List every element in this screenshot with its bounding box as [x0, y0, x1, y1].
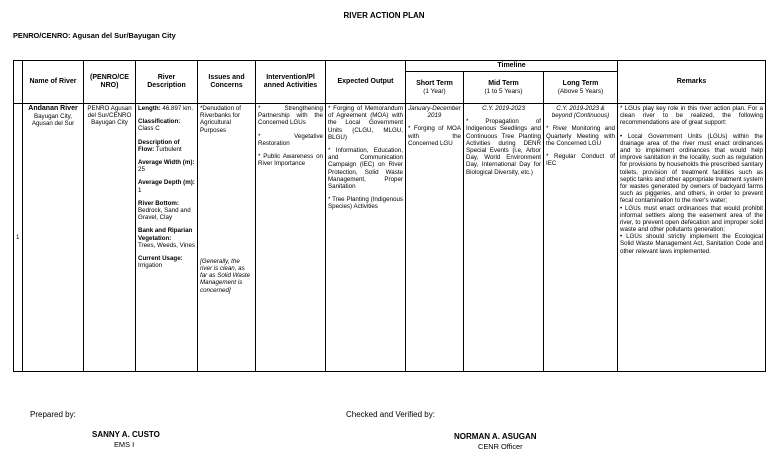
vegetation-label: Bank and Riparian Vegetation: — [138, 227, 193, 242]
header-long-term — [544, 72, 618, 104]
intervention-partnership: * Strengthening Partnership with the Concerned LGUs — [258, 105, 323, 127]
table-row — [14, 104, 766, 372]
river-action-plan-table — [13, 60, 766, 372]
remarks-cell — [618, 104, 766, 372]
header-timeline: Timeline — [406, 61, 618, 72]
mid-term-cell — [464, 104, 544, 372]
document-title: RIVER ACTION PLAN — [343, 11, 425, 20]
prepared-by-position: EMS I — [114, 440, 135, 449]
short-term-activity: * Forging of MOA with the Concerned LGU — [408, 125, 461, 147]
long-term-cell — [544, 104, 618, 372]
issue-denudation: *Denudation of Riverbanks for Agricultural Purposes — [200, 105, 241, 134]
flow-label: Description of Flow: — [138, 138, 180, 153]
row-number-header — [14, 61, 23, 104]
remarks-ordinance-sanitation: • Local Government Units (LGUs) within the drainage area of the river must enact ordinances and to implement ordinances that would help improve sanitation in the locality, such as regulation for provisions by households the prescribed sanitary toilets, provision of treatment facilities such as septic tanks and other appropriate treatment system for wastes generated by owners of backyard farms such as piggeries, and others, in order to prevent fecal contamination to the river's water; — [620, 132, 763, 205]
checked-by-position: CENR Officer — [478, 442, 523, 451]
prepared-by-label: Prepared by: — [30, 410, 76, 419]
long-term-monitoring: * River Monitoring and Quarterly Meeting with the Concerned LGU — [546, 125, 615, 147]
depth-label: Average Depth (m): — [138, 179, 195, 187]
issue-general-note: [Generally, the river is clean, as far as Solid Waste Management is concerned] — [200, 257, 251, 294]
length-label: Length: — [138, 105, 161, 113]
flow-value: Turbulent — [155, 145, 182, 153]
short-term-sub: (1 Year) — [423, 87, 446, 95]
output-moa: * Forging of Memorandum of Agreement (MOA) with the Local Government Units (CLGU, MLGU, BLGU) — [328, 105, 403, 141]
office-line: PENRO/CENRO: Agusan del Sur/Bayugan City — [13, 31, 176, 40]
width-label: Average Width (m): — [138, 159, 195, 167]
penro-cell: PENRO Agusan del Sur/CENRO Bayugan City — [84, 104, 136, 372]
header-short-term — [406, 72, 464, 104]
header-river-description: River Description — [136, 61, 198, 104]
header-penro-cenro: (PENRO/CE NRO) — [84, 61, 136, 104]
vegetation-value: Trees, Weeds, Vines — [138, 241, 195, 249]
bottom-label: River Bottom: — [138, 199, 179, 207]
intervention-cell — [256, 104, 326, 372]
remarks-informal-settlers: • LGUs must enact ordinances that would prohibit informal settlers along the easement area of the river, to prevent open defecation and improper solid waste and other pollutants generation; — [620, 204, 763, 234]
river-name-cell — [23, 104, 84, 372]
short-term-period: January-December 2019 — [408, 105, 461, 120]
issues-cell — [198, 104, 256, 372]
long-term-period: C.Y. 2019-2023 & beyond (Continuous) — [551, 105, 610, 120]
mid-term-activity: * Propagation of Indigenous Seedlings and Continuous Tree Planting Activities during DENR Special Events (i.e, Arbor Day, World Environment Day, International Day for Biological Diversity, etc.) — [466, 118, 541, 176]
long-term-label: Long Term — [562, 79, 599, 87]
depth-value: 1 — [138, 186, 142, 194]
checked-by-label: Checked and Verified by: — [346, 410, 435, 419]
width-value: 25 — [138, 166, 145, 174]
output-tree-planting: * Tree Planting (Indigenous Species) Activities — [328, 196, 403, 211]
long-term-iec: * Regular Conduct of IEC — [546, 153, 615, 168]
intervention-awareness: * Public Awareness on River Importance — [258, 153, 323, 168]
river-name: Andanan River — [28, 105, 78, 113]
usage-value: Irrigation — [138, 262, 163, 270]
bottom-value: Bedrock, Sand and Gravel, Clay — [138, 206, 191, 222]
header-expected-output: Expected Output — [326, 61, 406, 104]
checked-by-name: NORMAN A. ASUGAN — [454, 432, 537, 441]
mid-term-label: Mid Term — [488, 79, 519, 87]
header-intervention: Intervention/Pl anned Activities — [256, 61, 326, 104]
header-remarks: Remarks — [618, 61, 766, 104]
usage-label: Current Usage: — [138, 254, 183, 262]
river-location: Bayugan City, Agusan del Sur — [31, 113, 75, 128]
length-value: 46.897 km. — [162, 105, 194, 113]
classification-label: Classification: — [138, 118, 181, 126]
intervention-vegetative: * Vegetative Restoration — [258, 132, 323, 147]
classification-value: Class C — [138, 125, 160, 133]
short-term-label: Short Term — [416, 79, 453, 87]
row-number: 1 — [14, 104, 23, 372]
remarks-intro: * LGUs play key role in this river action plan. For a clean river to be realized, the following recommendations are of great support: — [620, 105, 763, 127]
expected-output-cell — [326, 104, 406, 372]
mid-term-period: C.Y. 2019-2023 — [482, 105, 525, 113]
output-iec: * Information, Education, and Communication Campaign (IEC) on River Protection, Solid Waste Management, Proper Sanitation — [328, 147, 403, 190]
header-mid-term — [464, 72, 544, 104]
mid-term-sub: (1 to 5 Years) — [484, 87, 523, 95]
long-term-sub: (Above 5 Years) — [557, 87, 604, 95]
prepared-by-name: SANNY A. CUSTO — [92, 430, 160, 439]
remarks-solid-waste: • LGUs should strictly implement the Ecological Solid Waste Management Act, Sanitation Code and other relevant laws implemented. — [620, 233, 763, 255]
header-issues: Issues and Concerns — [198, 61, 256, 104]
header-name-of-river: Name of River — [23, 61, 84, 104]
river-description-cell — [136, 104, 198, 372]
short-term-cell — [406, 104, 464, 372]
